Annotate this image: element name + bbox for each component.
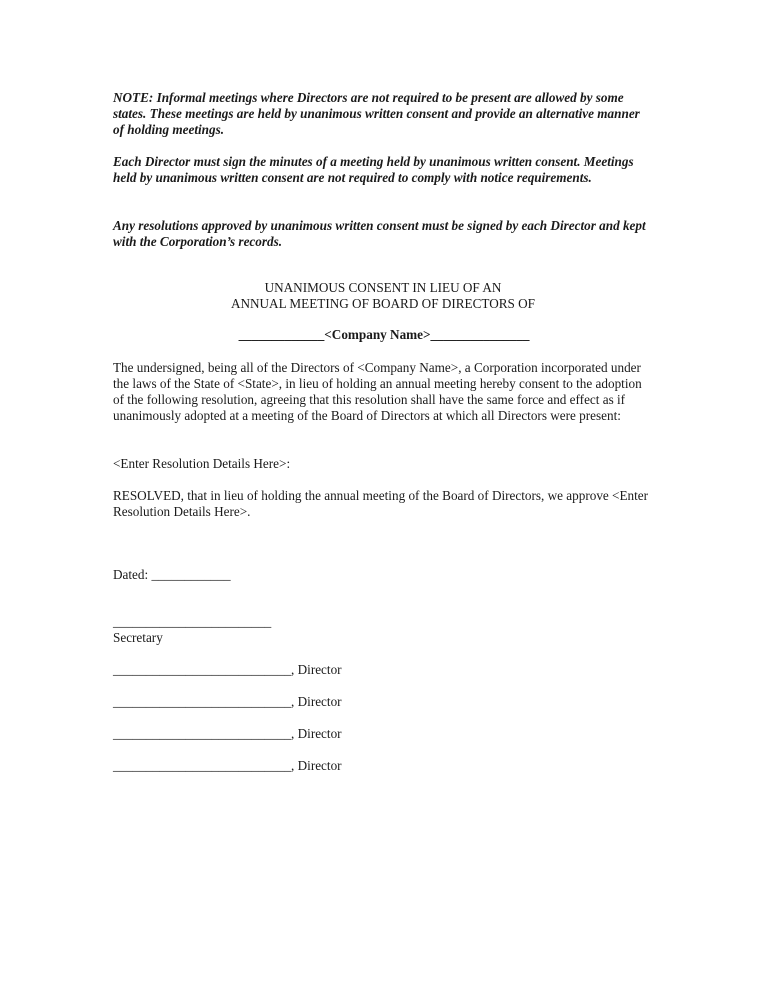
title-line-2: ANNUAL MEETING OF BOARD OF DIRECTORS OF xyxy=(230,296,536,311)
company-name-line: _____________<Company Name>_______________ xyxy=(238,327,530,342)
note-director-signature: Each Director must sign the minutes of a meeting held by unanimous written consent. Meetings held by unanimous written consent are not required to comply with notice requirements. xyxy=(113,154,634,185)
secretary-signature-line: ________________________ xyxy=(113,614,272,629)
resolution-placeholder: <Enter Resolution Details Here>: xyxy=(113,456,291,471)
director-signature-line: ___________________________, Director xyxy=(113,662,342,677)
consent-intro-paragraph: The undersigned, being all of the Directors of <Company Name>, a Corporation incorporated under the laws of the State of <State>, in lieu of holding an annual meeting hereby consent to the adoption of the following resolution, agreeing that this resolution shall have the same force and effect as if unanimously adopted at a meeting of the Board of Directors at which all Directors were present: xyxy=(113,360,642,423)
director-signature-line: ___________________________, Director xyxy=(113,758,342,773)
director-signature-line: ___________________________, Director xyxy=(113,726,342,741)
title-line-1: UNANIMOUS CONSENT IN LIEU OF AN xyxy=(264,280,502,295)
dated-line: Dated: ____________ xyxy=(113,567,231,582)
director-signature-line: ___________________________, Director xyxy=(113,694,342,709)
document-title xyxy=(0,280,768,312)
resolved-paragraph: RESOLVED, that in lieu of holding the annual meeting of the Board of Directors, we approve <Enter Resolution Details Here>. xyxy=(113,488,649,519)
secretary-label: Secretary xyxy=(113,630,163,645)
note-informal-meetings: NOTE: Informal meetings where Directors are not required to be present are allowed by some states. These meetings are held by unanimous written consent and provide an alternative manner of holding meetings. xyxy=(113,90,640,137)
note-resolutions-records: Any resolutions approved by unanimous written consent must be signed by each Director and kept with the Corporation’s records. xyxy=(113,218,646,249)
